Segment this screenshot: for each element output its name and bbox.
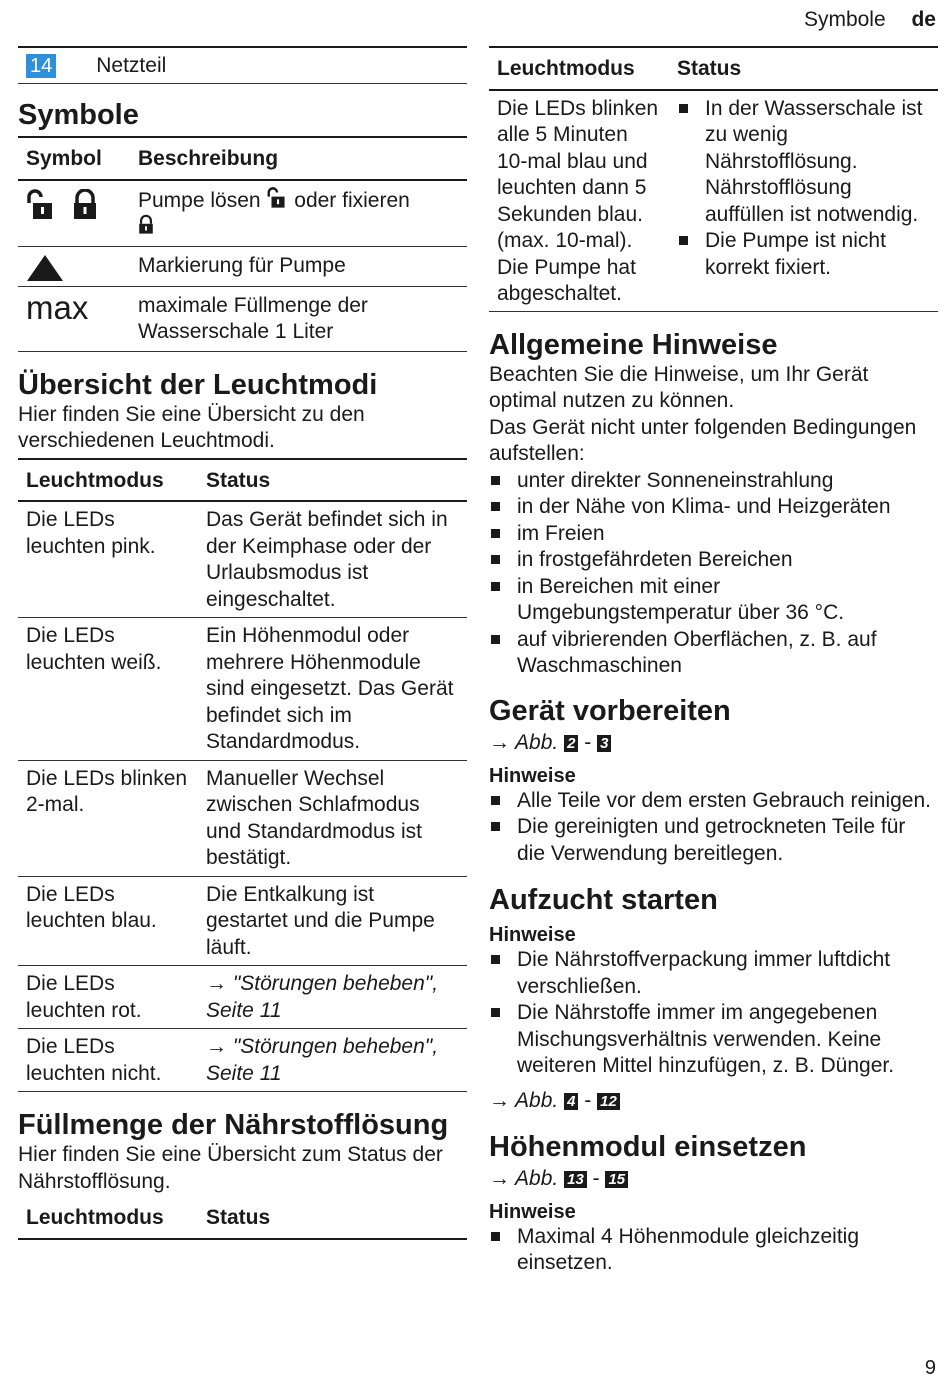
- height-notes-label: Hinweise: [489, 1200, 576, 1223]
- figure-badge: 13: [564, 1171, 587, 1188]
- symbols-col-symbol: Symbol: [18, 137, 130, 180]
- fill-table-continued: [489, 46, 938, 312]
- lock-icon: [138, 214, 154, 236]
- table-row: [18, 760, 467, 876]
- symbols-col-description: Beschreibung: [130, 137, 467, 180]
- fill-col-status: Status: [198, 1197, 467, 1239]
- part-number: 14: [26, 54, 56, 78]
- light-modes-heading: Übersicht der Leuchtmodi: [18, 368, 378, 401]
- fill-table-header: [18, 1197, 467, 1240]
- prepare-heading: Gerät vorbereiten: [489, 694, 731, 727]
- unlock-icon: [266, 187, 288, 209]
- table-row: [18, 876, 467, 966]
- figure-badge: 4: [564, 1093, 578, 1110]
- status-link-cell[interactable]: → "Störungen beheben", Seite 11: [198, 966, 467, 1029]
- start-figure-ref[interactable]: → Abb. 4 - 12: [489, 1088, 938, 1114]
- mode-cell: Die LEDs leuchten weiß.: [18, 618, 198, 761]
- table-row: [18, 1029, 467, 1092]
- fill-col-mode: Leuchtmodus: [489, 47, 669, 90]
- height-list: [489, 1224, 938, 1277]
- max-text: maximale Füllmenge der Wasserschale 1 Liter: [130, 286, 467, 351]
- figure-badge: 12: [597, 1093, 620, 1110]
- height-figure-ref[interactable]: → Abb. 13 - 15: [489, 1166, 938, 1192]
- figure-badge: 2: [564, 735, 578, 752]
- unlock-text: Pumpe lösen: [138, 188, 261, 212]
- general-p2: Das Gerät nicht unter folgenden Bedingungen aufstellen:: [489, 415, 917, 465]
- start-heading: Aufzucht starten: [489, 884, 718, 916]
- list-item: unter direkter Sonneneinstrahlung: [489, 468, 938, 495]
- list-item: Die Nährstoffverpackung immer luftdicht verschließen.: [489, 947, 938, 1000]
- mode-cell: Die LEDs blinken 2-mal.: [18, 760, 198, 876]
- figure-badge: 15: [605, 1171, 628, 1188]
- light-modes-col-mode: Leuchtmodus: [18, 459, 198, 502]
- list-item: Die gereinigten und getrockneten Teile für die Verwendung bereitlegen.: [489, 814, 938, 867]
- part-row: [18, 46, 467, 84]
- fill-intro: Hier finden Sie eine Übersicht zum Status der Nährstofflösung.: [18, 1143, 443, 1193]
- light-modes-table: [18, 458, 467, 1093]
- status-cell: Ein Höhenmodul oder mehrere Höhenmodule sind eingesetzt. Das Gerät befindet sich im Standardmodus.: [198, 618, 467, 761]
- prepare-figure-ref[interactable]: → Abb. 2 - 3: [489, 730, 938, 756]
- list-item: in der Nähe von Klima- und Heizgeräten: [489, 494, 938, 521]
- symbols-row-marker: [18, 246, 467, 286]
- status-cell: Die Entkalkung ist gestartet und die Pumpe läuft.: [198, 876, 467, 966]
- prepare-list: [489, 788, 938, 868]
- mode-cell: Die LEDs leuchten pink.: [18, 501, 198, 618]
- status-cell: Das Gerät befindet sich in der Keimphase oder der Urlaubsmodus ist eingeschaltet.: [198, 501, 467, 618]
- list-item: Die Nährstoffe immer im angegebenen Mischungsverhältnis verwenden. Keine weiteren Mittel hinzufügen, z. B. Dünger.: [489, 1000, 938, 1080]
- symbols-table: [18, 136, 467, 352]
- marker-text: Markierung für Pumpe: [130, 246, 467, 286]
- lock-icon: [72, 189, 98, 221]
- prepare-notes-label: Hinweise: [489, 764, 576, 787]
- mode-cell: Die LEDs blinken alle 5 Minuten 10-mal blau und leuchten dann 5 Sekunden blau. (max. 10-mal). Die Pumpe hat abgeschaltet.: [489, 90, 669, 312]
- list-item: Maximal 4 Höhenmodule gleichzeitig einsetzen.: [489, 1224, 938, 1277]
- fill-col-mode: Leuchtmodus: [18, 1197, 198, 1239]
- list-item: auf vibrierenden Oberflächen, z. B. auf Waschmaschinen: [489, 627, 938, 680]
- header-language: de: [911, 8, 936, 31]
- table-row: [18, 618, 467, 761]
- status-list: [677, 96, 930, 282]
- light-modes-intro: Hier finden Sie eine Übersicht zu den verschiedenen Leuchtmodi.: [18, 402, 365, 452]
- right-column: [489, 46, 938, 1277]
- light-modes-col-status: Status: [198, 459, 467, 502]
- symbols-row-lock: [18, 180, 467, 247]
- header-section: Symbole: [803, 8, 886, 31]
- unlock-icon: [26, 189, 56, 221]
- lock-text: oder fixieren: [294, 188, 410, 212]
- start-list: [489, 947, 938, 1080]
- mode-cell: Die LEDs leuchten nicht.: [18, 1029, 198, 1092]
- page-header: [804, 8, 936, 32]
- max-symbol: max: [18, 286, 130, 351]
- table-row: [18, 501, 467, 618]
- status-link-cell[interactable]: → "Störungen beheben", Seite 11: [198, 1029, 467, 1092]
- fill-col-status: Status: [669, 47, 938, 90]
- table-row: [18, 966, 467, 1029]
- general-list: [489, 468, 938, 680]
- list-item: Alle Teile vor dem ersten Gebrauch reinigen.: [489, 788, 938, 815]
- left-column: [18, 46, 467, 1240]
- status-cell: Manueller Wechsel zwischen Schlafmodus und Standardmodus ist bestätigt.: [198, 760, 467, 876]
- part-label: Netzteil: [96, 54, 167, 77]
- general-heading: Allgemeine Hinweise: [489, 328, 778, 361]
- list-item: in frostgefährdeten Bereichen: [489, 547, 938, 574]
- start-notes-label: Hinweise: [489, 924, 576, 946]
- fill-heading: Füllmenge der Nährstofflösung: [18, 1109, 449, 1141]
- list-item: im Freien: [489, 521, 938, 548]
- list-item: Die Pumpe ist nicht korrekt fixiert.: [677, 228, 930, 281]
- table-row: [489, 90, 938, 312]
- figure-badge: 3: [597, 735, 611, 752]
- mode-cell: Die LEDs leuchten blau.: [18, 876, 198, 966]
- symbols-heading: Symbole: [18, 99, 139, 131]
- mode-cell: Die LEDs leuchten rot.: [18, 966, 198, 1029]
- list-item: in Bereichen mit einer Umgebungstemperatur über 36 °C.: [489, 574, 938, 627]
- height-heading: Höhenmodul einsetzen: [489, 1130, 807, 1163]
- general-p1: Beachten Sie die Hinweise, um Ihr Gerät optimal nutzen zu können.: [489, 362, 869, 412]
- list-item: In der Wasserschale ist zu wenig Nährstofflösung. Nährstofflösung auffüllen ist notwendig.: [677, 96, 930, 229]
- triangle-marker-icon: [26, 254, 64, 282]
- page-number: 9: [924, 1357, 936, 1379]
- symbols-row-max: [18, 286, 467, 351]
